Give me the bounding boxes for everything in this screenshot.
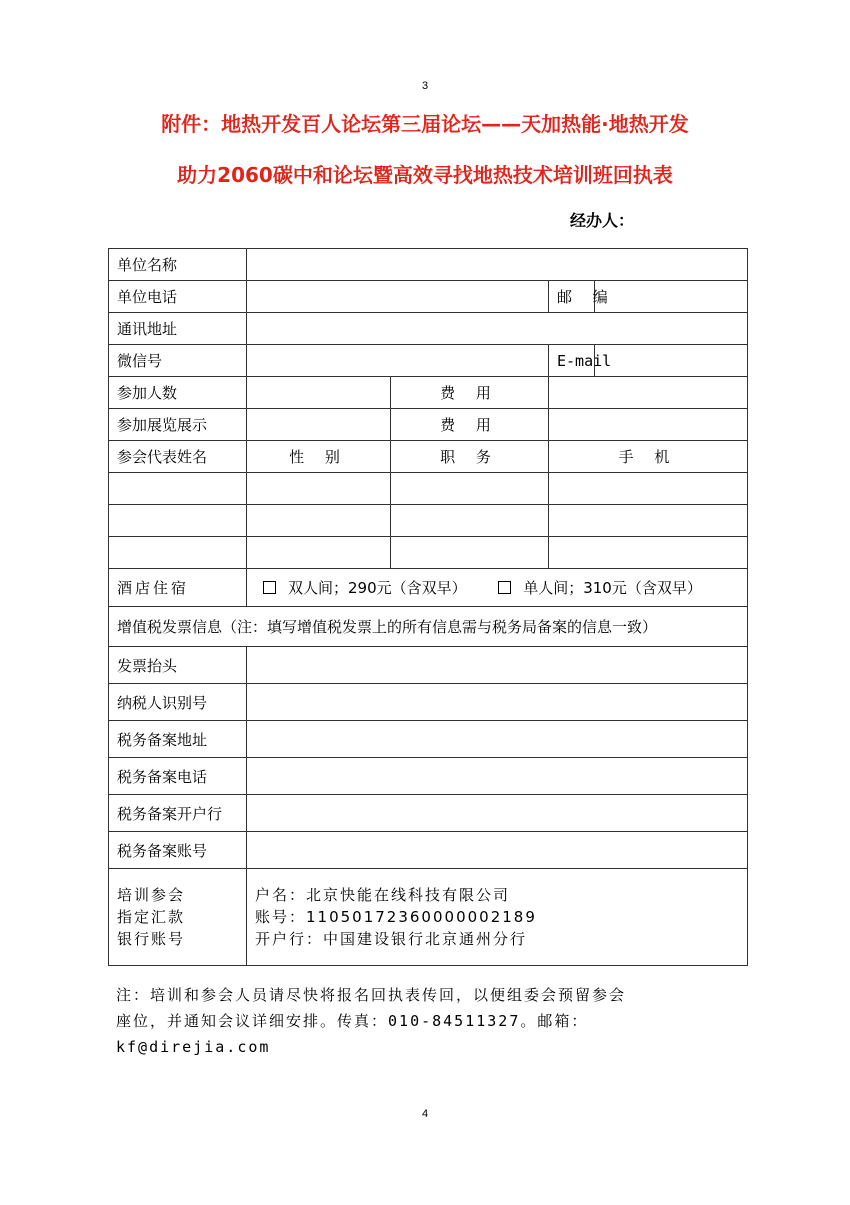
tax-phone-label: 税务备案电话: [109, 758, 247, 795]
bank-label-line3: 银行账号: [117, 930, 186, 948]
bank-info-details: [247, 869, 748, 966]
rep-row: [109, 473, 748, 505]
bank-info-label: [109, 869, 247, 966]
invoice-title-label: 发票抬头: [109, 647, 247, 684]
form-row-invoice-header: [109, 607, 748, 647]
wechat-field[interactable]: [247, 345, 549, 377]
rep-gender-cell[interactable]: [247, 505, 391, 537]
page-number-bottom: 4: [421, 1108, 429, 1120]
rep-gender-cell[interactable]: [247, 537, 391, 569]
tax-bank-label: 税务备案开户行: [109, 795, 247, 832]
registration-form-table: [108, 248, 748, 966]
rep-gender-cell[interactable]: [247, 473, 391, 505]
page-number-top: 3: [421, 80, 429, 92]
hotel-label: 酒店住宿: [109, 569, 247, 607]
fee-field-1[interactable]: [549, 377, 748, 409]
fee-label-1: 费 用: [391, 377, 549, 409]
form-row-exhibition: [109, 409, 748, 441]
rep-name-cell[interactable]: [109, 537, 247, 569]
hotel-single-label: 单人间；310元（含双早）: [523, 579, 702, 597]
form-row-unit-name: [109, 249, 748, 281]
rep-name-header: 参会代表姓名: [109, 441, 247, 473]
invoice-info-header: 增值税发票信息（注：填写增值税发票上的所有信息需与税务局备案的信息一致）: [109, 607, 748, 647]
unit-phone-field[interactable]: [247, 281, 549, 313]
rep-row: [109, 537, 748, 569]
tax-address-label: 税务备案地址: [109, 721, 247, 758]
invoice-title-field[interactable]: [247, 647, 748, 684]
unit-phone-label: 单位电话: [109, 281, 247, 313]
exhibition-field[interactable]: [247, 409, 391, 441]
email-label: E-mail: [549, 345, 595, 377]
attendees-label: 参加人数: [109, 377, 247, 409]
account-number: 账号：11050172360000002189: [255, 908, 537, 926]
tax-account-field[interactable]: [247, 832, 748, 869]
tax-address-field[interactable]: [247, 721, 748, 758]
form-row-tax-bank: [109, 795, 748, 832]
rep-position-cell[interactable]: [391, 505, 549, 537]
footnote-line2: 座位，并通知会议详细安排。传真：010-84511327。邮箱：: [116, 1012, 589, 1030]
footnote-email: kf@direjia.com: [116, 1038, 271, 1056]
address-field[interactable]: [247, 313, 748, 345]
form-row-address: [109, 313, 748, 345]
tax-bank-field[interactable]: [247, 795, 748, 832]
hotel-options: [247, 569, 748, 607]
rep-name-cell[interactable]: [109, 505, 247, 537]
postcode-label: 邮 编: [549, 281, 595, 313]
bank-label-line2: 指定汇款: [117, 908, 186, 926]
rep-position-cell[interactable]: [391, 537, 549, 569]
form-row-hotel: [109, 569, 748, 607]
rep-mobile-cell[interactable]: [549, 473, 748, 505]
mobile-header: 手 机: [549, 441, 748, 473]
form-row-rep-header: [109, 441, 748, 473]
form-title-line2: 助力2060碳中和论坛暨高效寻找地热技术培训班回执表: [177, 163, 673, 187]
handler-label: 经办人：: [570, 211, 635, 230]
address-label: 通讯地址: [109, 313, 247, 345]
exhibition-label: 参加展览展示: [109, 409, 247, 441]
tax-phone-field[interactable]: [247, 758, 748, 795]
form-row-bank-info: [109, 869, 748, 966]
hotel-double-label: 双人间；290元（含双早）: [288, 579, 467, 597]
postcode-field[interactable]: [595, 281, 748, 313]
form-row-taxpayer-id: [109, 684, 748, 721]
form-row-invoice-title: [109, 647, 748, 684]
rep-mobile-cell[interactable]: [549, 505, 748, 537]
rep-position-cell[interactable]: [391, 473, 549, 505]
tax-account-label: 税务备案账号: [109, 832, 247, 869]
wechat-label: 微信号: [109, 345, 247, 377]
form-row-tax-account: [109, 832, 748, 869]
unit-name-label: 单位名称: [109, 249, 247, 281]
hotel-single-checkbox[interactable]: [498, 581, 511, 594]
form-title-line1: 附件：地热开发百人论坛第三届论坛——天加热能·地热开发: [161, 112, 689, 136]
footnote-line1: 注：培训和参会人员请尽快将报名回执表传回，以便组委会预留参会: [116, 986, 627, 1004]
footnote: [116, 982, 736, 1060]
bank-branch: 开户行：中国建设银行北京通州分行: [255, 930, 528, 948]
bank-label-line1: 培训参会: [117, 886, 186, 904]
unit-name-field[interactable]: [247, 249, 748, 281]
position-header: 职 务: [391, 441, 549, 473]
fee-field-2[interactable]: [549, 409, 748, 441]
form-row-unit-phone: [109, 281, 748, 313]
form-row-tax-phone: [109, 758, 748, 795]
form-row-wechat: [109, 345, 748, 377]
fee-label-2: 费 用: [391, 409, 549, 441]
rep-name-cell[interactable]: [109, 473, 247, 505]
hotel-double-checkbox[interactable]: [263, 581, 276, 594]
email-field[interactable]: [595, 345, 748, 377]
rep-mobile-cell[interactable]: [549, 537, 748, 569]
account-name: 户名：北京快能在线科技有限公司: [255, 886, 511, 904]
rep-row: [109, 505, 748, 537]
form-row-attendees: [109, 377, 748, 409]
form-row-tax-address: [109, 721, 748, 758]
gender-header: 性 别: [247, 441, 391, 473]
taxpayer-id-label: 纳税人识别号: [109, 684, 247, 721]
taxpayer-id-field[interactable]: [247, 684, 748, 721]
attendees-field[interactable]: [247, 377, 391, 409]
